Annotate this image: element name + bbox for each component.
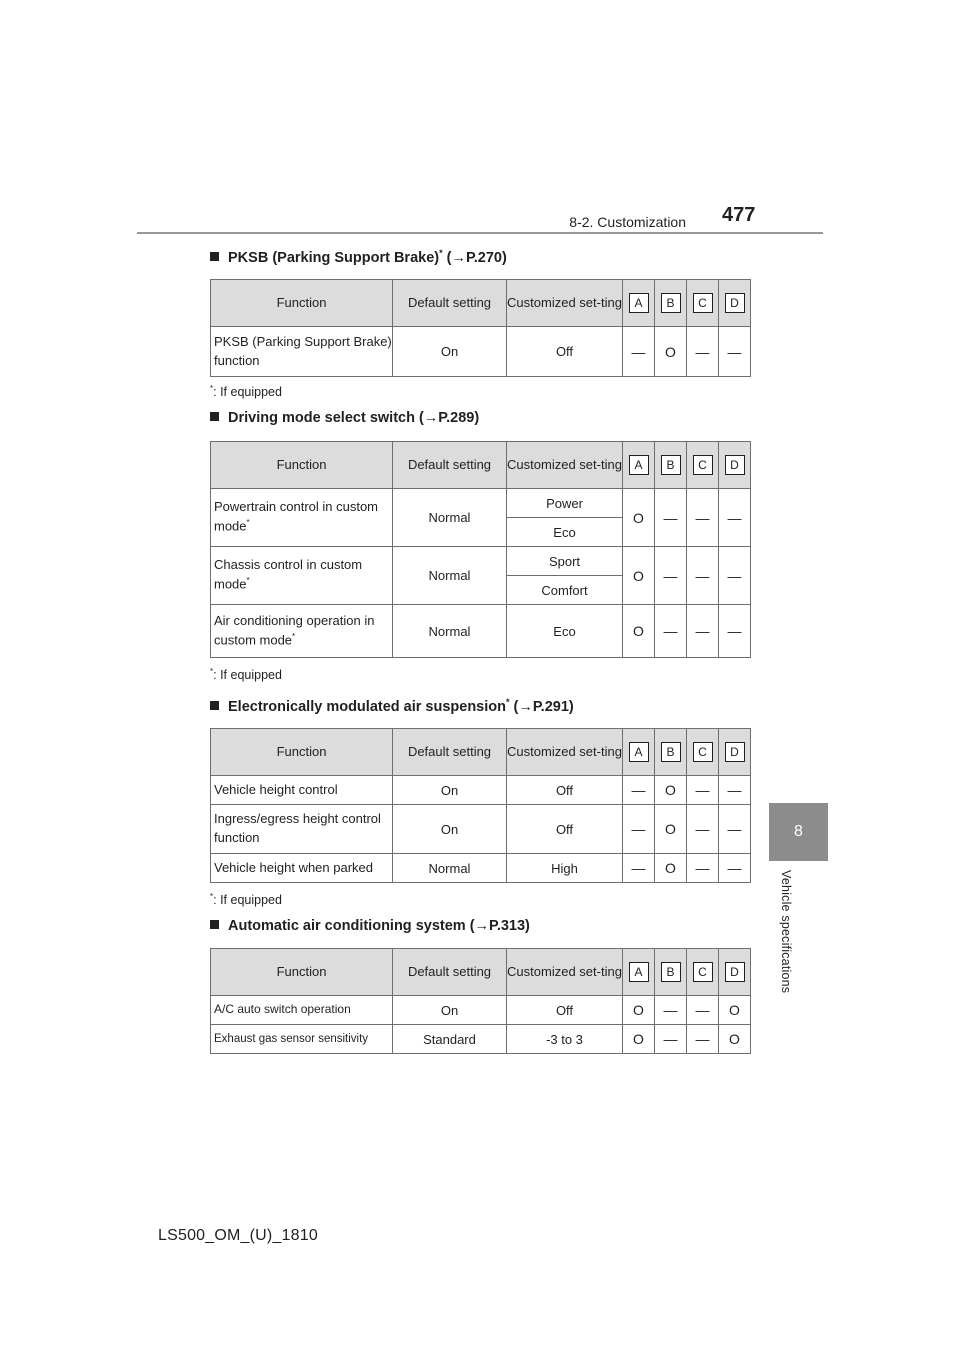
table-header-row: Function Default setting Customized set-ting A B C D [211,442,751,489]
table-row: Exhaust gas sensor sensitivity Standard -3 to 3 O — — O [211,1025,751,1054]
header-d: D [719,280,751,327]
square-bullet-icon [210,701,219,710]
table-row: Vehicle height when parked Normal High — O — — [211,854,751,883]
table-header-row [211,280,751,327]
header-b: B [655,280,687,327]
header-c: C [687,280,719,327]
footnote: *: If equipped [210,667,282,683]
automatic-ac-table [210,948,751,1054]
section-label: 8-2. Customization [569,214,686,230]
table-row: Powertrain control in custom mode* Normal Power O — — — [211,489,751,518]
table-row: Vehicle height control On Off — O — — [211,776,751,805]
section-heading-pksb: PKSB (Parking Support Brake)* (→P.270) [210,248,507,266]
document-code: LS500_OM_(U)_1810 [158,1227,318,1244]
driving-mode-table: Function Default setting Customized set-ting A B C D Powertrain control in custom mode* Normal Power O — — — Eco Chassis control in custom mode* Normal Sport O — — — Comfort Air conditioning operation in custom mode* Normal Eco O — — — [210,441,751,658]
air-suspension-table [210,728,751,883]
square-bullet-icon [210,412,219,421]
square-bullet-icon [210,920,219,929]
section-heading-driving-mode: Driving mode select switch (→P.289) [210,410,479,426]
chapter-tab: 8 [769,803,828,861]
page-number: 477 [722,204,756,226]
table-header-row: Function Default setting Customized set-ting A B C D [211,949,751,996]
section-heading-automatic-ac: Automatic air conditioning system (→P.313) [210,918,530,934]
footnote: *: If equipped [210,892,282,908]
table-row: Chassis control in custom mode* Normal Sport O — — — [211,547,751,576]
header-rule [137,232,823,234]
table-row: Air conditioning operation in custom mode* Normal Eco O — — — [211,605,751,658]
square-bullet-icon [210,252,219,261]
header-custom: Customized set-ting [507,280,623,327]
footnote: *: If equipped [210,384,282,400]
header-default: Default setting [393,280,507,327]
table-row: A/C auto switch operation On Off O — — O [211,996,751,1025]
header-function: Function [211,280,393,327]
table-header-row: Function Default setting Customized set-ting A B C D [211,729,751,776]
pksb-table [210,279,751,377]
table-row: PKSB (Parking Support Brake) function On Off — O — — [211,327,751,377]
chapter-title: Vehicle specifications [779,870,793,994]
header-a: A [623,280,655,327]
table-row: Ingress/egress height control function On Off — O — — [211,805,751,854]
section-heading-air-suspension: Electronically modulated air suspension* (→P.291) [210,697,574,715]
